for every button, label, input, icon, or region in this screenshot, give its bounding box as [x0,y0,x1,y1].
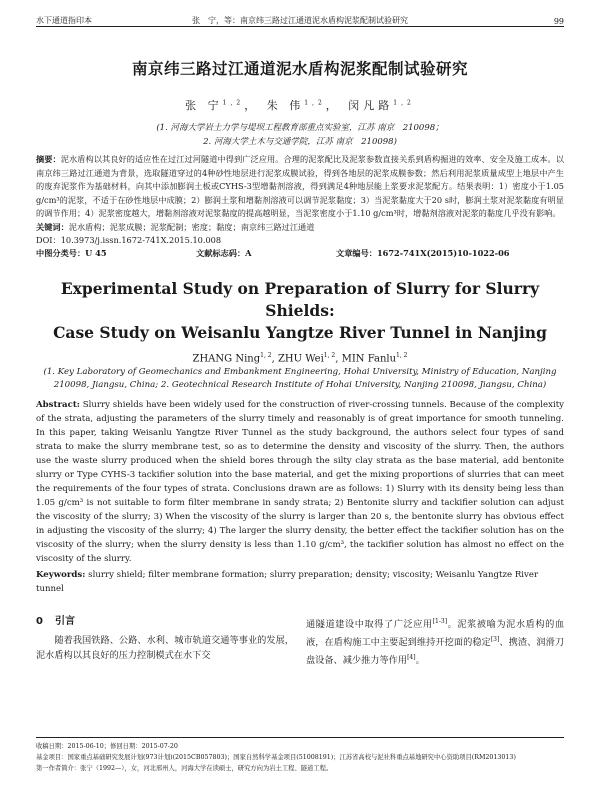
affiliation-line: (1. Key Laboratory of Geomechanics and Embankment Engineering, Hohai University, Ministry of Education, Nanjing [43,367,557,378]
author-3-affil: 1,2 [393,99,415,107]
citation-3: [4] [407,654,416,662]
body-columns [36,614,564,668]
section-number: 0 [36,616,43,628]
classification-row [36,247,564,260]
abstract-text: 泥水盾构以其良好的适应性在过江过河隧道中得到广泛应用。合理的泥浆配比及泥浆参数直接关系到盾构掘进的效率、安全及施工成本。以南京纬三路过江通道为背景，选取隧道穿过的4种砂性地层进行泥浆成膜试验，得到各地层的泥浆成膜参数；然后利用泥浆质量成型上地层中产生的废弃泥浆作为基础材料，向其中添加膨润土板或CYHS-3型增黏剂溶液，得到满足4种地层能上浆要求泥浆配方。结果表明：1）密度小于1.05 g/cm³的泥浆，不适于在砂性地层中成膜；2）膨润土浆和增黏剂溶液可以调节泥浆黏度；3）当泥浆黏度大于20 s时，膨润土浆对泥浆黏度有明显的调节作用；4）泥浆密度越大，增黏剂溶液对泥浆黏度的提高越明显，当泥浆密度小于1.10 g/cm³时，增黏剂溶液对泥浆的黏度几乎没有影响。 [36,154,564,218]
section-heading [36,614,294,629]
intro-text-2: 。泥浆被喻为泥水盾构的血液，在盾构施工中主要起到维持开挖面的稳定 [306,619,565,649]
chinese-authors: 张 宁$^{1,2}$， 朱 伟$^{1,2}$， 闵凡路$^{1,2}$ [185,99,415,112]
citation-1: [1-3] [432,618,448,626]
abstract-text-en: Slurry shields have been widely used for the construction of river-crossing tunnels. Because of the complexity of the strata, adjusting the parameters of the slurry timely and reasonably is of great importance for smooth tunneling. In this paper, taking Weisanlu Yangtze River Tunnel as the study background, the authors select four types of sand strata to make the slurry membrane test, so as to determine the density and viscosity of the slurry. Then, the authors use the waste slurry produced when the shield bores through the silty clay strata as the base material, add bentonite slurry or Type CYHS-3 tackifier solution into the base material, and get the mixing proportions of slurries that can meet the requirements of the four types of strata. Conclusions drawn are as follows: 1) Slurry with its density being less than 1.05 g/cm³ is not suitable to form filter membrane in sandy strata; 2) Bentonite slurry and tackifier solution can adjust the viscosity of the slurry; 3) When the viscosity of the slurry is larger than 20 s, the bentonite slurry has obvious effect in adjusting the viscosity of the slurry; 4) The larger the slurry density, the better effect the tackifier solution has on the viscosity of the slurry; when the slurry density is less than 1.10 g/cm³, the tackifier solution has almost no effect on the viscosity of the slurry. [36,400,564,565]
author-1: 张 宁 [185,99,223,112]
author-3-en: MIN Fanlu [341,353,397,365]
article-number: 文章编号：1672-741X(2015)10-1022-06 [336,248,510,258]
english-title-line-1: Experimental Study on Preparation of Slurry for Slurry Shields: [60,279,540,320]
journal-name: 水下通道指印本 [36,16,92,25]
author-3-en-affil: 1, 2 [396,352,408,359]
intro-text-1: 通隧道建设中取得了广泛应用 [306,619,433,631]
chinese-keywords [36,221,564,235]
running-title: 张 宁，等：南京纬三路过江通道泥水盾构泥浆配制试验研究 [192,16,408,25]
author-1-en: ZHANG Ning [192,353,261,365]
english-keywords [36,568,564,596]
author-3: 闵凡路 [348,99,394,112]
chinese-title: 南京纬三路过江通道泥水盾构泥浆配制试验研究 [131,60,468,78]
intro-paragraph-right [306,614,564,668]
keywords-label: 关键词： [36,221,69,232]
author-2-en: ZHU Wei [277,353,324,365]
fund-project: 基金项目：国家重点基础研究发展计划(973计划)(2015CB057803)；国家自然科学基金项目(51008191)；江苏省高校与泥社科重点基地研究中心资助项目(RM2013013) [36,754,516,761]
left-column [36,614,294,668]
abstract-label-en: Abstract: [36,400,80,411]
document-code: 文献标志码：A [196,248,252,258]
author-1-en-affil: 1, 2 [260,352,272,359]
author-2-affil: 1,2 [304,99,326,107]
author-2: 朱 伟 [266,99,305,112]
doi-line [36,234,564,247]
keywords-text-en: slurry shield; filter membrane formation; slurry preparation; density; viscosity; Weisanlu Yangtze River tunnel [36,570,539,595]
english-title-line-2: Case Study on Weisanlu Yangtze River Tunnel in Nanjing [53,323,547,342]
author-2-en-affil: 1, 2 [323,352,336,359]
intro-paragraph-left: 随着我国铁路、公路、水利、城市轨道交通等事业的发展，泥水盾构以其良好的压力控制模式在水下交 [36,635,294,662]
affiliation-line: (1. 河海大学岩土力学与堤坝工程教育部重点实验室，江苏 南京 210098； [156,123,444,133]
english-authors: ZHANG Ning$^{1, 2}$, ZHU Wei$^{1, 2}$, MIN Fanlu$^{1, 2}$ [192,352,408,365]
doi: DOI：10.3973/j.issn.1672-741X.2015.10.008 [36,235,222,245]
received-date: 收稿日期：2015-06-10；修回日期：2015-07-20 [36,743,178,750]
right-column [306,614,564,668]
affiliation-line: 210098, Jiangsu, China; 2. Geotechnical Research Institute of Hohai University, Nanjing 210098, Jiangsu, China) [53,380,547,391]
author-bio: 第一作者简介：张宁（1992—），女，河北邢州人，河海大学在读硕士，研究方向为岩土工程、隧道工程。 [36,765,333,772]
intro-text-3: 、携渣、润滑刀盘设备、减少推力等作用 [306,637,565,667]
chinese-affiliations [36,121,564,149]
author-1-affil: 1,2 [222,99,245,107]
keywords-label-en: Keywords: [36,570,86,581]
english-abstract [36,398,564,566]
footnotes [36,737,564,774]
clc-number: 中图分类号：U 45 [36,248,107,258]
section-title: 引言 [54,616,75,628]
english-affiliations [36,366,564,392]
page-number: 99 [553,17,564,26]
intro-text-4: 。 [415,655,425,667]
keywords-text: 泥水盾构；泥浆成膜；泥浆配制；密度；黏度；南京纬三路过江通道 [68,221,315,232]
citation-2: [3] [490,636,500,644]
abstract-label: 摘要： [36,154,61,164]
running-header [36,0,564,27]
english-title [36,278,564,344]
chinese-abstract [36,153,564,221]
affiliation-line: 2. 河海大学土木与交通学院，江苏 南京 210098) [203,137,397,147]
